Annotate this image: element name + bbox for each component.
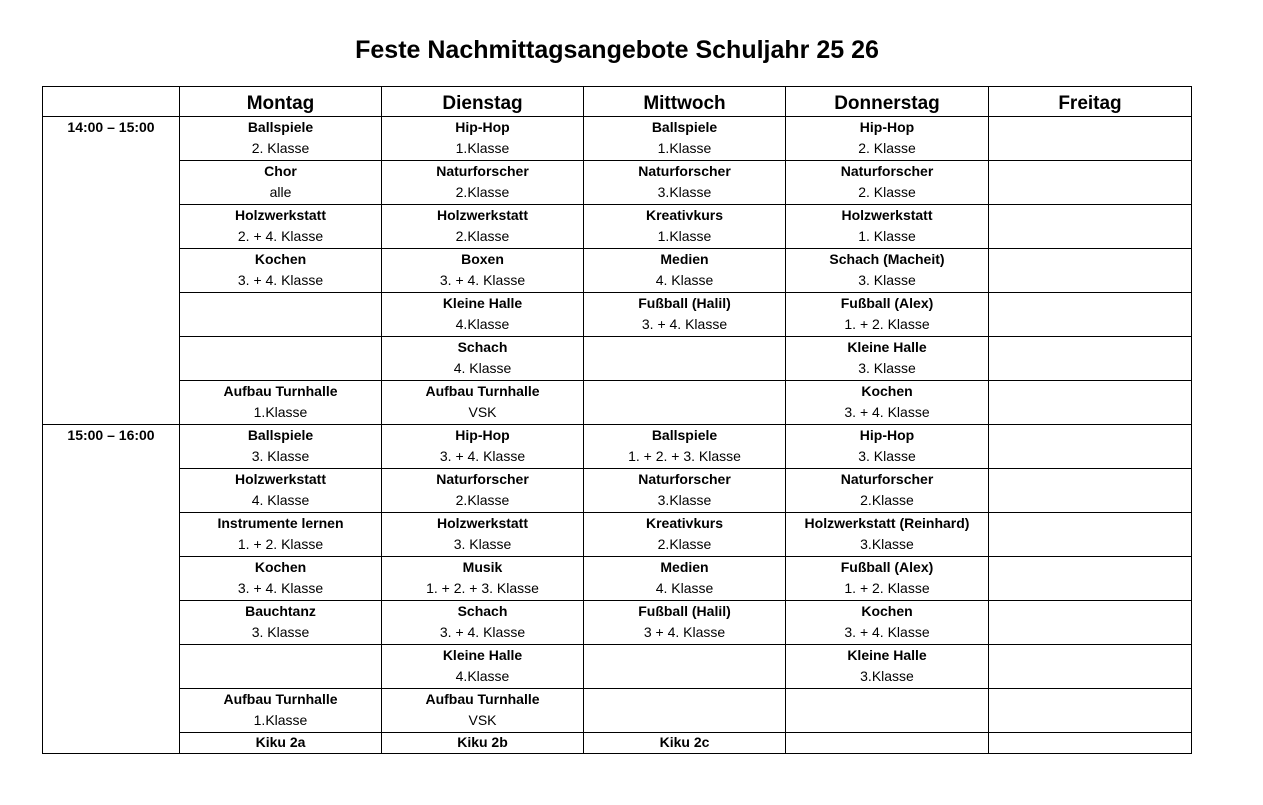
activity-name: Naturforscher: [840, 163, 934, 179]
kiku-row: [43, 733, 1192, 754]
activity-cell: [989, 117, 1192, 161]
activity-cell: [584, 645, 786, 689]
activity-cell: [180, 337, 382, 381]
activity-name: Aufbau Turnhalle: [425, 691, 540, 707]
kiku-label: Kiku 2a: [255, 734, 306, 750]
activity-name: Ballspiele: [247, 119, 314, 135]
activity-name: Holzwerkstatt (Reinhard): [804, 515, 970, 531]
activity-cell: [180, 117, 382, 161]
activity-name: Fußball (Halil): [638, 295, 731, 311]
kiku-cell: [382, 733, 584, 754]
activity-cell: [989, 469, 1192, 513]
activity-cell: [584, 161, 786, 205]
activity-name: Aufbau Turnhalle: [425, 383, 540, 399]
activity-name: Aufbau Turnhalle: [223, 383, 338, 399]
kiku-cell: [180, 733, 382, 754]
activity-cell: [382, 557, 584, 601]
activity-class: 3 + 4. Klasse: [643, 624, 726, 640]
activity-name: Chor: [264, 163, 297, 179]
activity-class: 3.Klasse: [860, 668, 914, 684]
activity-name: Aufbau Turnhalle: [223, 691, 338, 707]
activity-name: Kochen: [861, 603, 913, 619]
activity-cell: [786, 381, 989, 425]
activity-cell: [584, 293, 786, 337]
schedule-row: [43, 161, 1192, 205]
activity-name: Kreativkurs: [645, 207, 724, 223]
activity-class: 3. + 4. Klasse: [237, 580, 324, 596]
activity-cell: [786, 645, 989, 689]
activity-cell: [584, 557, 786, 601]
activity-name: Naturforscher: [436, 471, 529, 487]
activity-cell: [584, 469, 786, 513]
activity-cell: [786, 425, 989, 469]
activity-cell: [180, 249, 382, 293]
activity-name: Kochen: [254, 251, 307, 267]
activity-class: 3. + 4. Klasse: [439, 448, 526, 464]
time-slot-label: 15:00 – 16:00: [43, 425, 180, 754]
activity-cell: [989, 205, 1192, 249]
activity-name: Kleine Halle: [442, 295, 523, 311]
activity-cell: [786, 249, 989, 293]
activity-cell: [989, 161, 1192, 205]
activity-cell: [382, 469, 584, 513]
activity-class: 3.Klasse: [860, 536, 914, 552]
activity-cell: [786, 689, 989, 733]
activity-class: 3. + 4. Klasse: [641, 316, 728, 332]
activity-cell: [584, 249, 786, 293]
activity-class: 4.Klasse: [455, 316, 510, 332]
activity-class: 1. + 2. Klasse: [844, 316, 930, 332]
activity-class: 2. + 4. Klasse: [237, 228, 324, 244]
activity-class: VSK: [468, 712, 497, 728]
activity-cell: [584, 601, 786, 645]
header-row: [43, 87, 1192, 117]
activity-cell: [382, 205, 584, 249]
activity-cell: [382, 381, 584, 425]
activity-class: 1. + 2. Klasse: [237, 536, 324, 552]
activity-class: alle: [269, 184, 292, 200]
schedule-row: [43, 381, 1192, 425]
activity-cell: [382, 689, 584, 733]
kiku-cell: [989, 733, 1192, 754]
activity-cell: [989, 425, 1192, 469]
activity-cell: [382, 601, 584, 645]
activity-class: 1.Klasse: [455, 140, 510, 156]
schedule-row: [43, 513, 1192, 557]
activity-name: Kleine Halle: [847, 339, 927, 355]
activity-cell: [786, 161, 989, 205]
activity-name: Schach: [457, 603, 508, 619]
activity-class: 4. Klasse: [453, 360, 512, 376]
activity-class: 4. Klasse: [251, 492, 310, 508]
activity-cell: [180, 381, 382, 425]
activity-class: 1. + 2. + 3. Klasse: [426, 580, 539, 596]
kiku-label: Kiku 2c: [659, 734, 710, 750]
activity-name: Naturforscher: [436, 163, 529, 179]
activity-class: 4.Klasse: [455, 668, 510, 684]
schedule-row: [43, 645, 1192, 689]
time-header-empty: [43, 87, 180, 117]
activity-class: 1. + 2. + 3. Klasse: [628, 448, 741, 464]
activity-cell: [786, 513, 989, 557]
activity-cell: [382, 117, 584, 161]
activity-cell: [382, 425, 584, 469]
activity-class: 2. Klasse: [858, 184, 916, 200]
activity-class: 3. + 4. Klasse: [844, 624, 930, 640]
activity-cell: [382, 161, 584, 205]
activity-cell: [584, 117, 786, 161]
activity-cell: [180, 425, 382, 469]
activity-cell: [786, 469, 989, 513]
activity-cell: [180, 557, 382, 601]
activity-name: Kleine Halle: [442, 647, 523, 663]
activity-name: Naturforscher: [840, 471, 934, 487]
activity-cell: [180, 205, 382, 249]
activity-class: 4. Klasse: [655, 580, 714, 596]
day-header-mittwoch: Mittwoch: [584, 87, 786, 117]
activity-cell: [989, 513, 1192, 557]
day-header-donnerstag: Donnerstag: [786, 87, 989, 117]
activity-cell: [584, 425, 786, 469]
activity-cell: [382, 645, 584, 689]
activity-cell: [180, 645, 382, 689]
schedule-row: [43, 117, 1192, 161]
activity-class: 3. Klasse: [858, 448, 916, 464]
activity-class: 3. Klasse: [858, 360, 916, 376]
page-title: Feste Nachmittagsangebote Schuljahr 25 26: [355, 36, 879, 64]
activity-name: Instrumente lernen: [217, 515, 344, 531]
activity-class: 3. + 4. Klasse: [439, 624, 526, 640]
activity-class: 3.Klasse: [657, 492, 712, 508]
activity-cell: [786, 293, 989, 337]
activity-name: Hip-Hop: [455, 427, 510, 443]
activity-name: Medien: [660, 559, 709, 575]
activity-name: Hip-Hop: [859, 427, 915, 443]
activity-name: Boxen: [461, 251, 504, 267]
schedule-row: [43, 557, 1192, 601]
activity-name: Ballspiele: [247, 427, 314, 443]
kiku-label: Kiku 2b: [457, 734, 508, 750]
day-header-montag: Montag: [180, 87, 382, 117]
activity-cell: [989, 689, 1192, 733]
activity-cell: [989, 557, 1192, 601]
activity-name: Holzwerkstatt: [234, 471, 327, 487]
kiku-cell: [786, 733, 989, 754]
activity-name: Ballspiele: [651, 427, 718, 443]
schedule-row: [43, 469, 1192, 513]
activity-class: 3. Klasse: [251, 448, 310, 464]
schedule-row: [43, 425, 1192, 469]
activity-class: 3. Klasse: [858, 272, 916, 288]
activity-class: 3. Klasse: [453, 536, 512, 552]
activity-class: 1.Klasse: [253, 712, 308, 728]
schedule-row: [43, 601, 1192, 645]
activity-name: Kochen: [254, 559, 307, 575]
activity-class: VSK: [468, 404, 497, 420]
activity-cell: [786, 205, 989, 249]
activity-name: Hip-Hop: [859, 119, 915, 135]
activity-name: Naturforscher: [638, 163, 731, 179]
day-header-dienstag: Dienstag: [382, 87, 584, 117]
activity-name: Ballspiele: [651, 119, 718, 135]
activity-class: 3. + 4. Klasse: [844, 404, 930, 420]
activity-name: Kochen: [861, 383, 913, 399]
activity-cell: [180, 689, 382, 733]
activity-name: Holzwerkstatt: [234, 207, 327, 223]
schedule-body: [43, 117, 1192, 754]
activity-cell: [180, 469, 382, 513]
activity-class: 3. + 4. Klasse: [237, 272, 324, 288]
schedule-row: [43, 249, 1192, 293]
activity-class: 2. Klasse: [251, 140, 310, 156]
activity-cell: [180, 513, 382, 557]
schedule-row: [43, 293, 1192, 337]
kiku-cell: [584, 733, 786, 754]
activity-class: 4. Klasse: [655, 272, 714, 288]
activity-name: Naturforscher: [638, 471, 731, 487]
activity-name: Hip-Hop: [455, 119, 510, 135]
activity-cell: [584, 205, 786, 249]
activity-cell: [989, 293, 1192, 337]
activity-name: Holzwerkstatt: [436, 207, 529, 223]
activity-name: Bauchtanz: [245, 603, 316, 619]
activity-name: Holzwerkstatt: [436, 515, 529, 531]
schedule-row: [43, 205, 1192, 249]
day-header-freitag: Freitag: [989, 87, 1192, 117]
activity-cell: [584, 381, 786, 425]
activity-cell: [180, 293, 382, 337]
activity-name: Fußball (Halil): [638, 603, 731, 619]
activity-name: Holzwerkstatt: [841, 207, 933, 223]
activity-class: 1. Klasse: [858, 228, 916, 244]
activity-cell: [989, 249, 1192, 293]
activity-cell: [989, 645, 1192, 689]
activity-cell: [989, 337, 1192, 381]
schedule-row: [43, 337, 1192, 381]
activity-cell: [786, 601, 989, 645]
activity-cell: [584, 337, 786, 381]
activity-name: Fußball (Alex): [840, 295, 934, 311]
activity-cell: [180, 161, 382, 205]
activity-class: 2.Klasse: [455, 228, 510, 244]
activity-cell: [786, 117, 989, 161]
activity-class: 2.Klasse: [860, 492, 914, 508]
activity-cell: [382, 513, 584, 557]
activity-cell: [180, 601, 382, 645]
schedule-row: [43, 689, 1192, 733]
schedule-table: [42, 86, 1192, 754]
activity-cell: [584, 689, 786, 733]
activity-class: 2. Klasse: [858, 140, 916, 156]
activity-class: 2.Klasse: [657, 536, 712, 552]
activity-name: Kreativkurs: [645, 515, 724, 531]
activity-class: 3.Klasse: [657, 184, 712, 200]
activity-class: 1.Klasse: [253, 404, 308, 420]
activity-class: 1. + 2. Klasse: [844, 580, 930, 596]
activity-class: 1.Klasse: [657, 140, 712, 156]
activity-class: 2.Klasse: [455, 492, 510, 508]
activity-cell: [382, 293, 584, 337]
activity-class: 3. Klasse: [251, 624, 310, 640]
activity-class: 1.Klasse: [657, 228, 712, 244]
activity-cell: [989, 381, 1192, 425]
activity-name: Schach (Macheit): [829, 251, 945, 267]
activity-class: 3. + 4. Klasse: [439, 272, 526, 288]
activity-cell: [989, 601, 1192, 645]
activity-cell: [786, 337, 989, 381]
activity-name: Medien: [660, 251, 709, 267]
activity-cell: [382, 337, 584, 381]
activity-name: Musik: [462, 559, 503, 575]
activity-name: Fußball (Alex): [840, 559, 934, 575]
time-slot-label: 14:00 – 15:00: [43, 117, 180, 425]
activity-cell: [786, 557, 989, 601]
activity-cell: [584, 513, 786, 557]
activity-cell: [382, 249, 584, 293]
activity-name: Kleine Halle: [847, 647, 927, 663]
activity-name: Schach: [457, 339, 508, 355]
activity-class: 2.Klasse: [455, 184, 510, 200]
